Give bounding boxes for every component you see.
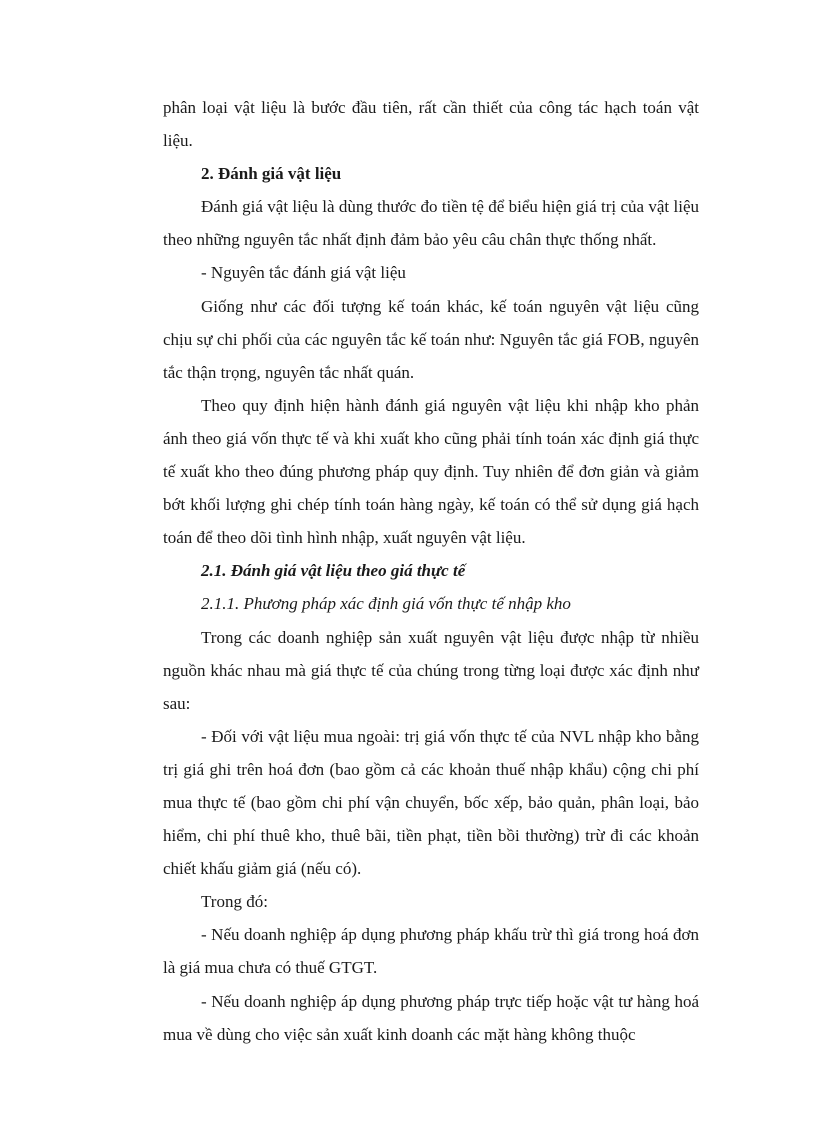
paragraph-deduction-method: - Nếu doanh nghiệp áp dụng phương pháp khấu trừ thì giá trong hoá đơn là giá mua chưa có thuế GTGT.: [163, 925, 699, 978]
paragraph-direct-method: - Nếu doanh nghiệp áp dụng phương pháp trực tiếp hoặc vật tư hàng hoá mua về dùng cho việc sản xuất kinh doanh các mặt hàng không thuộc: [163, 991, 699, 1044]
paragraph-principles: Giống như các đối tượng kế toán khác, kế toán nguyên vật liệu cũng chịu sự chi phối của các nguyên tắc kế toán như: Nguyên tắc giá FOB, nguyên tắc thận trọng, nguyên tắc nhất quán.: [163, 296, 699, 382]
paragraph-intro: phân loại vật liệu là bước đầu tiên, rất cần thiết của công tác hạch toán vật liệu.: [163, 98, 699, 151]
document-body: [163, 91, 699, 1051]
paragraph-principles-label: - Nguyên tắc đánh giá vật liệu: [201, 263, 406, 283]
paragraph-regulation: Theo quy định hiện hành đánh giá nguyên vật liệu khi nhập kho phản ánh theo giá vốn thực tế và khi xuất kho cũng phải tính toán xác định giá thực tế xuất kho theo đúng phương pháp quy định. Tuy nhiên để đơn giản và giảm bớt khối lượng ghi chép tính toán hàng ngày, kế toán có thể sử dụng giá hạch toán để theo dõi tình hình nhập, xuất nguyên vật liệu.: [163, 395, 699, 548]
paragraph-definition: Đánh giá vật liệu là dùng thước đo tiền tệ để biểu hiện giá trị của vật liệu theo những nguyên tắc nhất định đảm bảo yêu câu chân thực thống nhất.: [163, 197, 699, 250]
paragraph-trong-do: Trong đó:: [201, 892, 268, 912]
paragraph-sources: Trong các doanh nghiệp sản xuất nguyên vật liệu được nhập từ nhiều nguồn khác nhau mà giá thực tế của chúng trong từng loại được xác định như sau:: [163, 627, 699, 713]
subsection-heading-2-1-1: 2.1.1. Phương pháp xác định giá vốn thực tế nhập kho: [201, 594, 571, 614]
subsection-heading-2-1: 2.1. Đánh giá vật liệu theo giá thực tế: [201, 561, 466, 581]
paragraph-purchased-materials: - Đối với vật liệu mua ngoài: trị giá vốn thực tế của NVL nhập kho bằng trị giá ghi trên hoá đơn (bao gồm cả các khoản thuế nhập khẩu) cộng chi phí mua thực tế (bao gồm chi phí vận chuyển, bốc xếp, bảo quản, phân loại, bảo hiểm, chi phí thuê kho, thuê bãi, tiền phạt, tiền bồi thường) trừ đi các khoản chiết khấu giảm giá (nếu có).: [163, 726, 699, 879]
section-heading-danh-gia-vat-lieu: 2. Đánh giá vật liệu: [201, 164, 342, 184]
